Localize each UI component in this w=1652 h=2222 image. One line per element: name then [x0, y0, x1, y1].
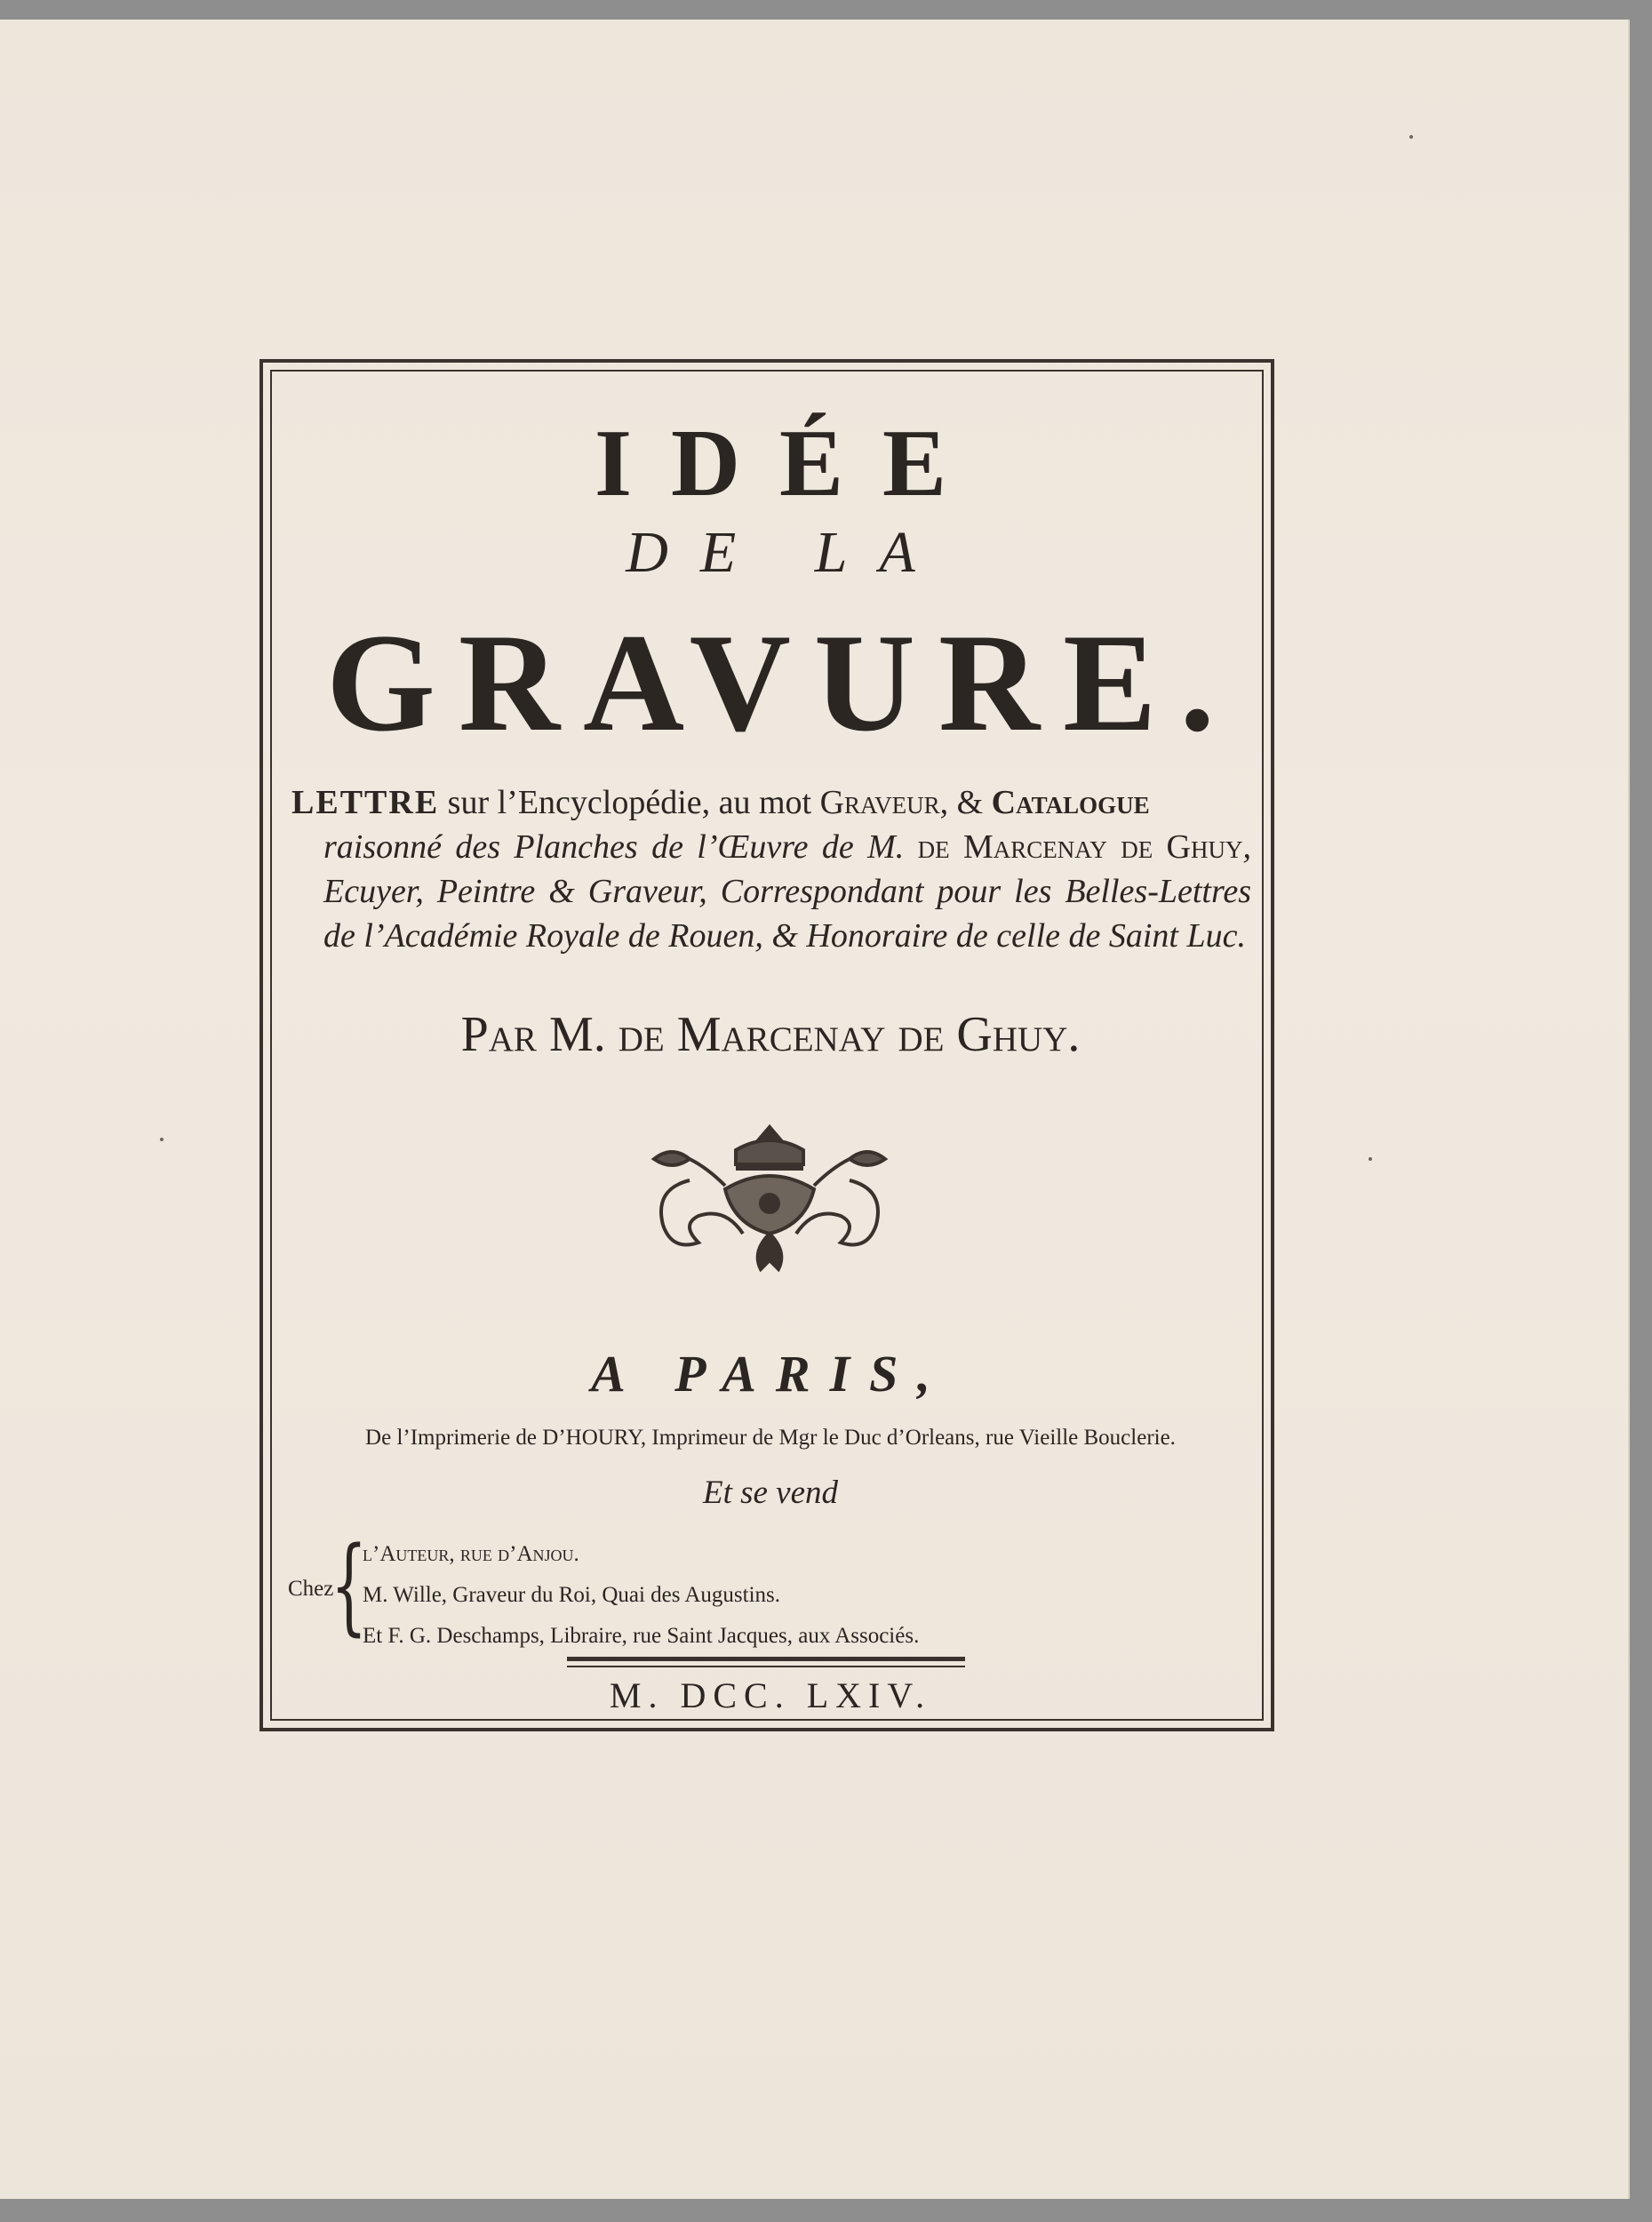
subtitle-word-catalogue: Catalogue [991, 784, 1150, 821]
subtitle-paragraph [291, 780, 1251, 958]
subtitle-rest [291, 825, 1251, 958]
imprint-printer: De l’Imprimerie de D’HOURY, Imprimeur de Mgr le Duc d’Orleans, rue Vieille Bouclerie. [365, 1426, 1176, 1450]
sellers-chez-label: Chez [288, 1577, 334, 1601]
paper-sheet [0, 20, 1630, 2199]
sellers-brace: { [331, 1523, 368, 1646]
subtitle-lead-word: LETTRE [291, 784, 440, 821]
title-line-gravure: GRAVURE. [326, 605, 1238, 761]
subtitle-author-name: de Marcenay de Ghuy [917, 828, 1243, 866]
subtitle-text-1: sur l’Encyclopédie, au mot [439, 784, 820, 821]
seller-item: l’Auteur, rue d’Anjou. [363, 1542, 579, 1566]
seller-item: M. Wille, Graveur du Roi, Quai des Augustins. [363, 1583, 781, 1607]
subtitle-word-graveur: Graveur [819, 784, 940, 821]
subtitle-text-3: raisonné des Planches de l’Œuvre de M. [323, 828, 918, 866]
imprint-sold: Et se vend [702, 1475, 839, 1511]
author-line: Par M. de Marcenay de Ghuy. [460, 1007, 1081, 1062]
seller-item: Et F. G. Deschamps, Libraire, rue Saint Jacques, aux Associés. [363, 1624, 920, 1648]
imprint-city: A PARIS, [591, 1345, 950, 1403]
crown-cartouche-ornament-icon [636, 1118, 903, 1278]
publication-date: M. DCC. LXIV. [609, 1675, 932, 1715]
title-line-idee: IDÉE [594, 411, 986, 516]
subtitle-text-4: , Ecuyer, Peintre & Graveur, Correspondant pour les Belles-Lettres de l’Académie Royale de Rouen, & Honoraire de celle de Saint Luc. [323, 828, 1251, 955]
date-rule-thick [567, 1657, 965, 1661]
subtitle-text-2: , & [939, 784, 992, 821]
date-rule-thin [567, 1666, 965, 1667]
title-line-de-la: DE LA [626, 520, 947, 585]
sellers-list [363, 1534, 919, 1657]
title-frame [259, 359, 1274, 1731]
